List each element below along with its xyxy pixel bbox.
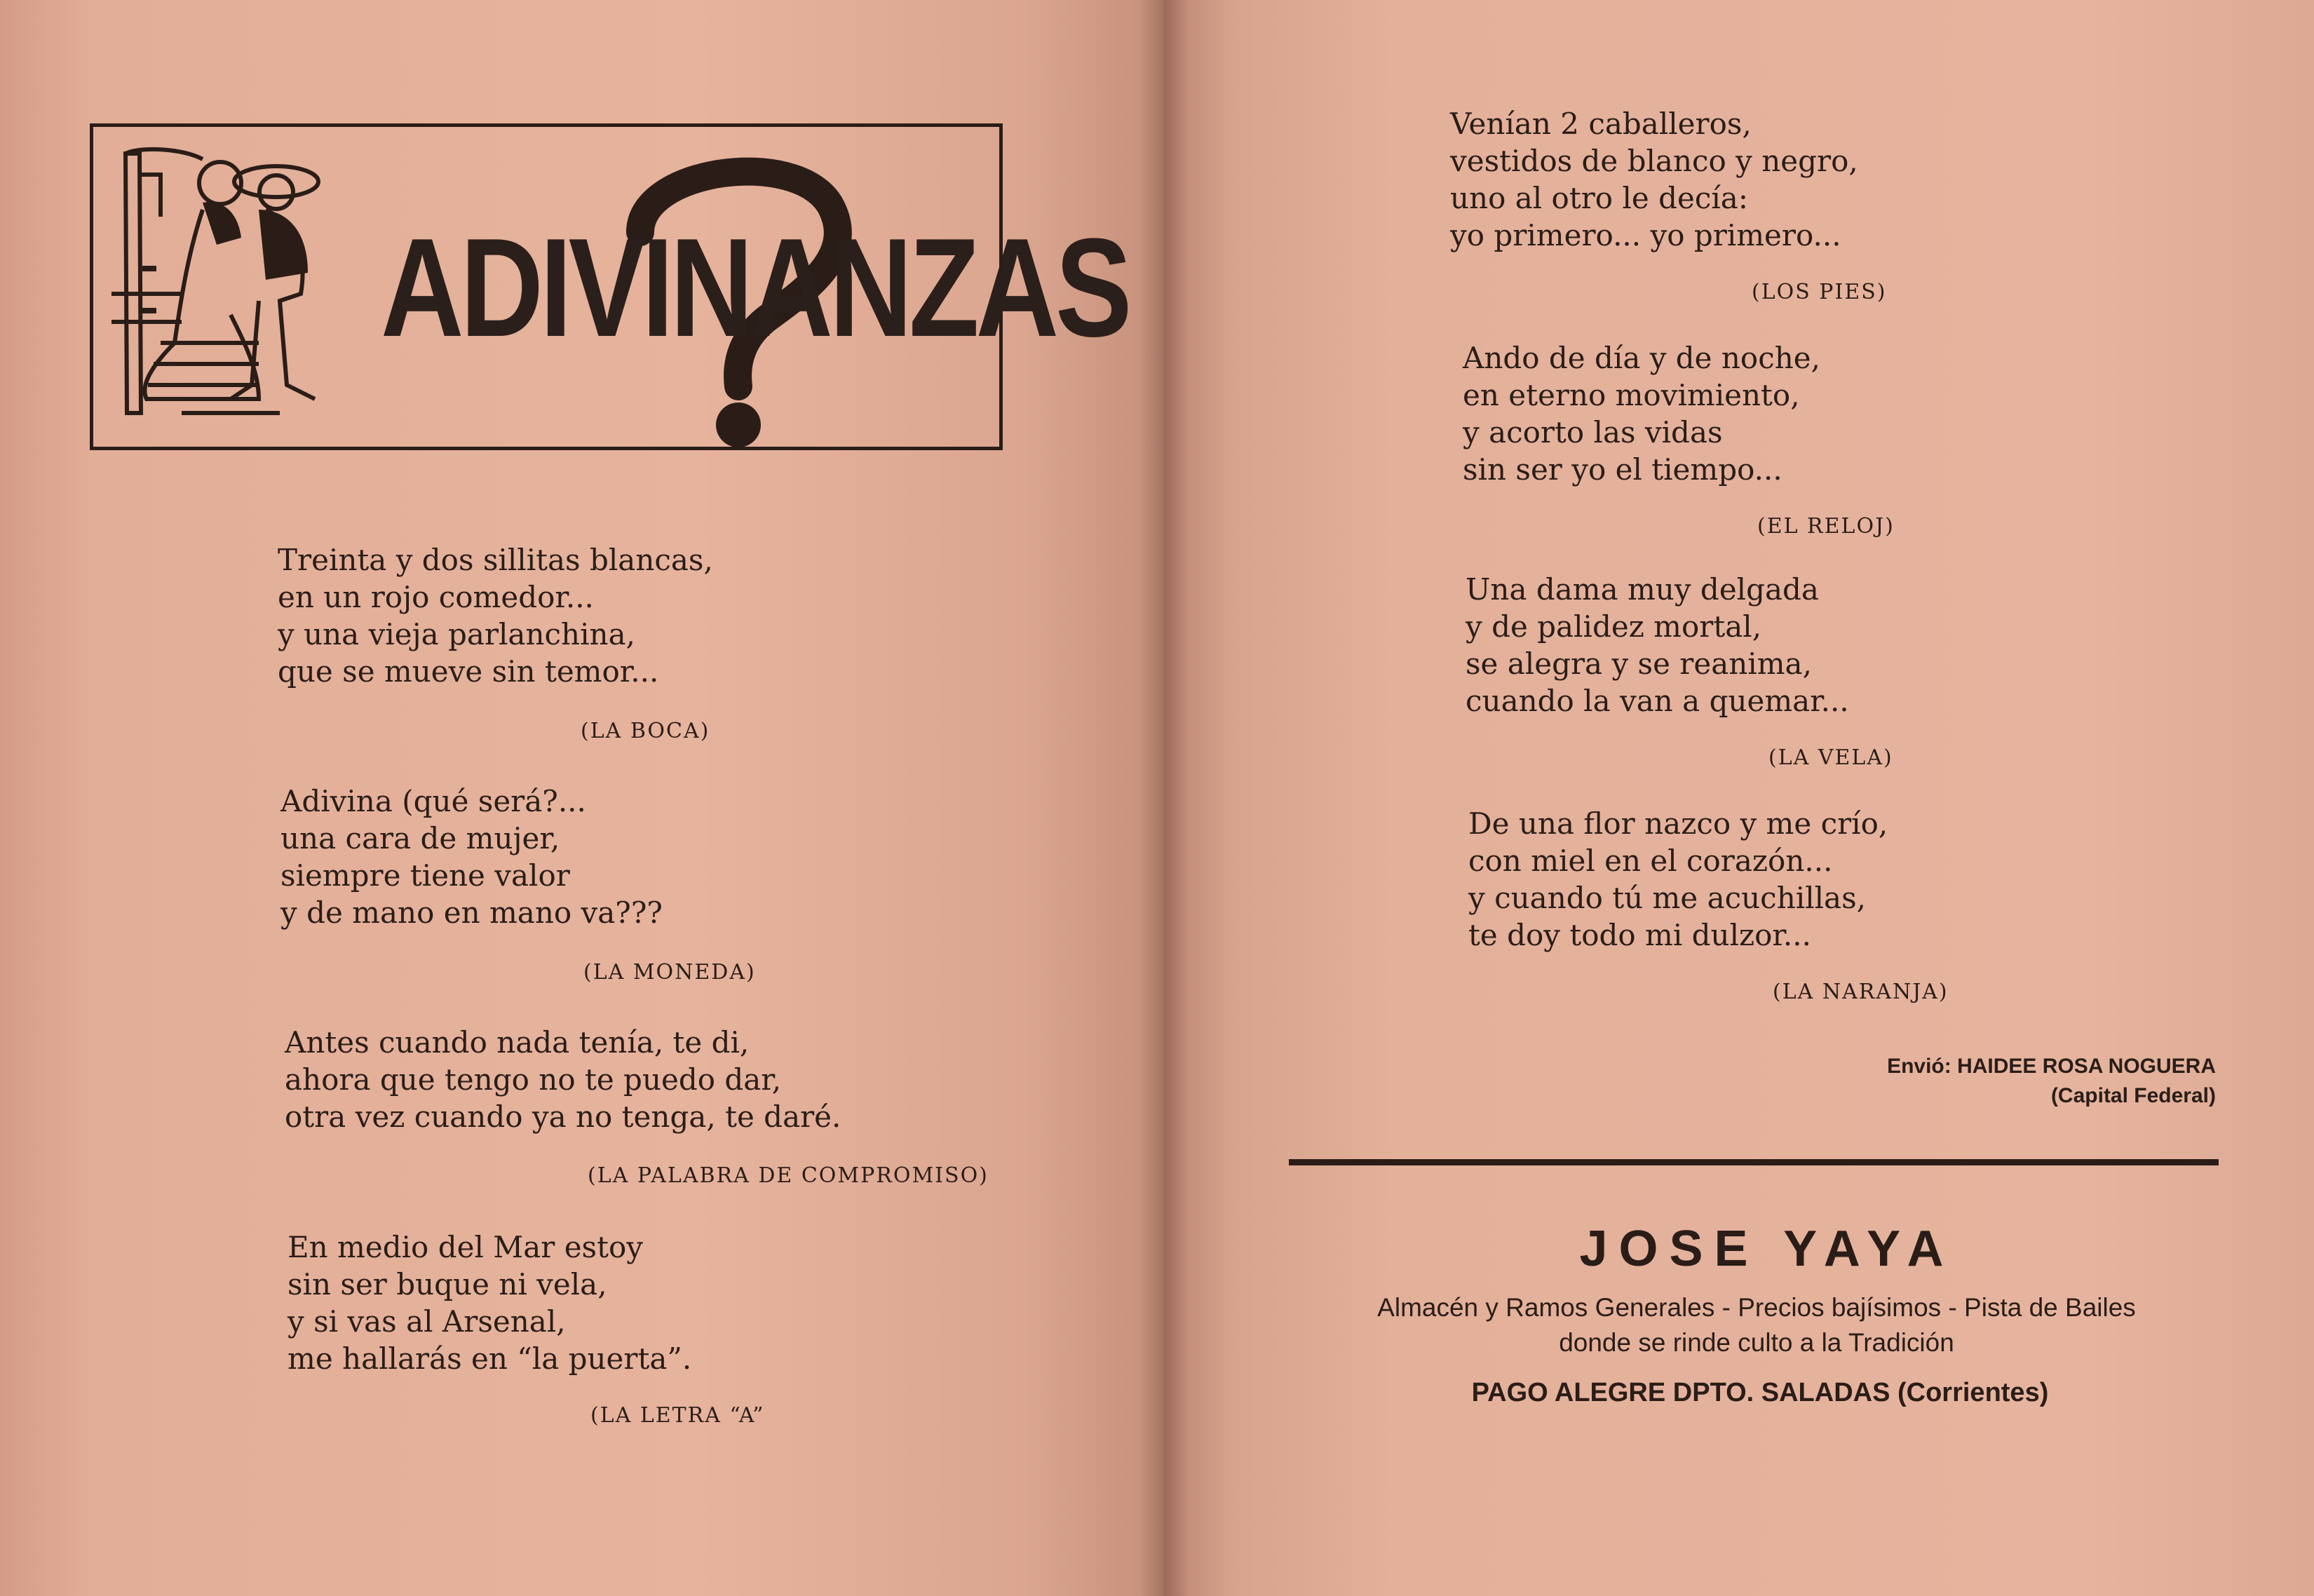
riddle-line: me hallarás en “la puerta”. [287,1341,692,1376]
riddle-line: vestidos de blanco y negro, [1450,144,1858,178]
riddle-line: Antes cuando nada tenía, te di, [285,1025,750,1060]
riddle-line: Una dama muy delgada [1466,572,1819,607]
riddle-line: sin ser yo el tiempo... [1463,452,1782,487]
riddle-line: siempre tiene valor [280,858,570,893]
riddle-line: sin ser buque ni vela, [287,1267,607,1301]
page-gutter [1139,0,1189,1596]
riddle-line: en eterno movimiento, [1463,378,1800,412]
riddle-line: y de mano en mano va??? [280,895,663,930]
riddle-line: yo primero... yo primero... [1450,218,1841,252]
contributor-location: (Capital Federal) [2050,1084,2216,1107]
riddle-lines [1466,571,1849,719]
riddle-line: en un rojo comedor... [278,580,594,614]
riddle-answer: (LA VELA) [1768,745,1893,770]
riddle-answer: (LA LETRA “A” [590,1403,765,1428]
riddle-line: y de palidez mortal, [1466,609,1762,644]
riddle-lines [280,783,663,931]
contributor-signature [1887,1052,2216,1111]
riddle-answer: (LOS PIES) [1752,280,1887,304]
riddle-line: ahora que tengo no te puedo dar, [285,1062,782,1097]
riddle-answer: (LA NARANJA) [1773,980,1949,1004]
riddle-answer: (LA MONEDA) [583,960,756,985]
riddle-lines [287,1229,691,1377]
dancing-couple-illustration [97,133,406,441]
advertiser-location: PAGO ALEGRE DPTO. SALADAS (Corrientes) [1471,1378,2049,1407]
riddle-3 [285,1024,989,1188]
riddle-line: uno al otro le decía: [1450,181,1748,215]
riddle-line: y cuando tú me acuchillas, [1468,881,1866,915]
riddle-1 [278,541,713,743]
riddle-line: Ando de día y de noche, [1463,341,1820,375]
advertiser-name: JOSE YAYA [1579,1221,1955,1277]
riddle-line: Adivina (qué será?... [280,784,586,818]
riddle-lines [1463,339,1820,488]
riddle-lines [278,541,713,690]
riddle-line: En medio del Mar estoy [287,1230,643,1264]
riddle-6 [1463,339,1895,539]
riddle-7 [1466,571,1893,770]
riddle-line: se alegra y se reanima, [1466,647,1812,681]
advertiser-description [1283,1290,2230,1360]
riddle-line: que se mueve sin temor... [278,654,659,689]
advertiser-description-line: Almacén y Ramos Generales - Precios bajísimos - Pista de Bailes [1377,1293,2136,1322]
contributor-name: Envió: HAIDEE ROSA NOGUERA [1887,1055,2216,1078]
riddle-answer: (LA PALABRA DE COMPROMISO) [588,1163,989,1188]
riddle-line: Treinta y dos sillitas blancas, [278,543,713,577]
riddle-lines [1468,805,1888,954]
riddle-answer: (LA BOCA) [581,719,710,743]
riddle-line: con miel en el corazón... [1468,844,1833,878]
riddle-line: cuando la van a quemar... [1466,684,1849,718]
riddle-line: una cara de mujer, [280,821,560,856]
riddle-5 [1450,105,1887,304]
riddle-line: otra vez cuando ya no tenga, te daré. [285,1100,841,1134]
riddle-4 [287,1229,765,1428]
riddle-line: te doy todo mi dulzor... [1468,918,1811,952]
riddle-line: y una vieja parlanchina, [278,617,635,651]
riddle-lines [285,1024,841,1135]
riddle-answer: (EL RELOJ) [1757,514,1895,539]
riddle-lines [1450,105,1858,254]
riddle-line: y acorto las vidas [1463,415,1723,449]
riddle-line: De una flor nazco y me crío, [1468,806,1888,841]
riddle-2 [280,783,756,985]
divider-rule [1289,1159,2219,1165]
advertiser-description-line: donde se rinde culto a la Tradición [1559,1328,1954,1357]
riddle-8 [1468,805,1949,1004]
riddle-line: Venían 2 caballeros, [1450,107,1752,141]
section-title: ADIVINANZAS [381,210,1129,366]
header-banner [90,123,1129,450]
riddle-line: y si vas al Arsenal, [287,1304,566,1339]
